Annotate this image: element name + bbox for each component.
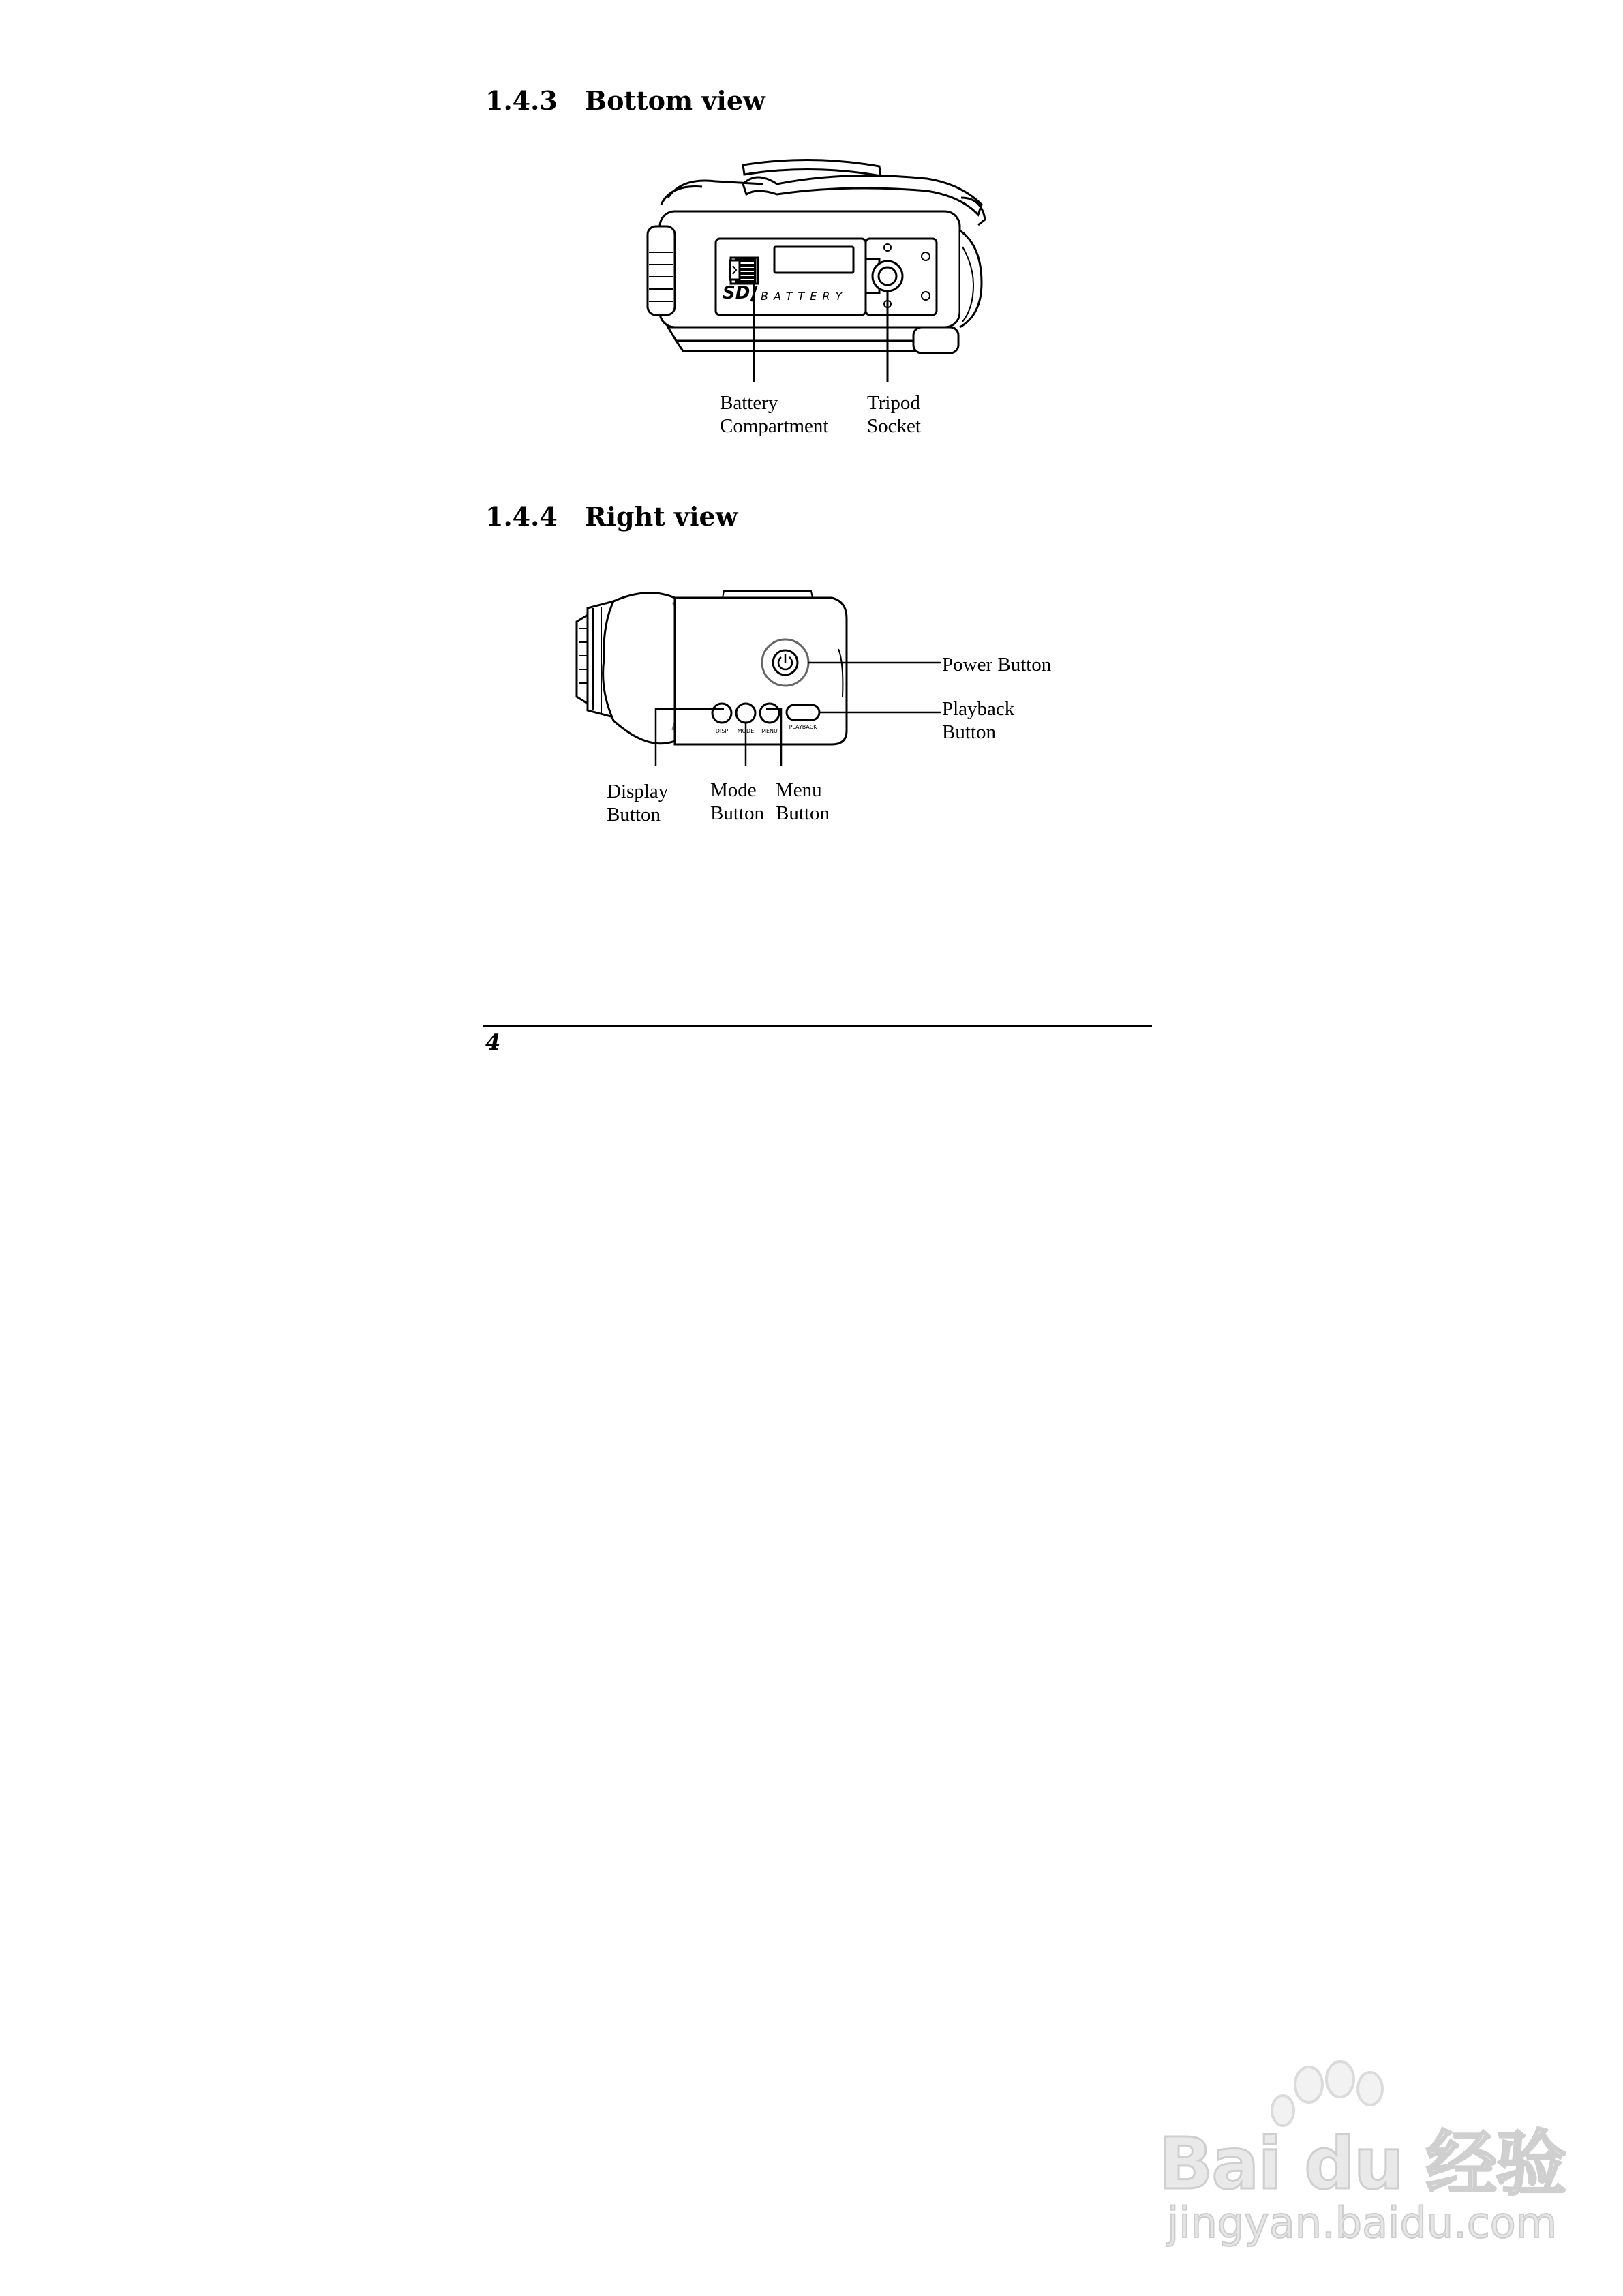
label-line: Playback bbox=[942, 698, 1015, 720]
menu-print: MENU bbox=[761, 728, 778, 734]
display-button-label bbox=[607, 780, 668, 826]
section-number: 1.4.3 bbox=[485, 85, 558, 116]
tripod-socket-label bbox=[867, 391, 921, 438]
watermark-brand: Bai du 经验 bbox=[1159, 2122, 1565, 2205]
label-line: Compartment bbox=[720, 415, 829, 437]
label-line: Button bbox=[607, 804, 661, 826]
camcorder-right-view-figure bbox=[573, 588, 954, 765]
sd-logo: SD bbox=[723, 283, 750, 303]
section-title: Right view bbox=[585, 501, 738, 532]
playback-print: PLAYBACK bbox=[789, 724, 817, 730]
playback-button-label bbox=[942, 697, 1014, 744]
label-line: Display bbox=[607, 781, 669, 802]
menu-button-label bbox=[776, 779, 830, 825]
label-line: Menu bbox=[776, 779, 822, 801]
section-number: 1.4.4 bbox=[485, 501, 558, 532]
section-heading-right-view bbox=[485, 501, 894, 535]
camcorder-bottom-view-figure bbox=[641, 157, 995, 389]
battery-compartment-label bbox=[720, 391, 828, 438]
label-line: Mode bbox=[710, 779, 757, 801]
section-title: Bottom view bbox=[585, 85, 765, 116]
label-line: Button bbox=[942, 721, 996, 743]
disp-print: DISP bbox=[715, 728, 729, 734]
label-line: Battery bbox=[720, 392, 778, 414]
footer-rule bbox=[483, 1025, 1152, 1027]
page-number: 4 bbox=[485, 1029, 501, 1055]
label-line: Button bbox=[710, 802, 764, 824]
battery-print: BATTERY bbox=[761, 290, 848, 303]
label-line: Button bbox=[776, 802, 830, 824]
section-heading-bottom-view bbox=[485, 85, 894, 119]
watermark-url: jingyan.baidu.com bbox=[1167, 2198, 1558, 2248]
label-line: Socket bbox=[867, 415, 921, 437]
mode-print: MODE bbox=[737, 728, 755, 734]
label-line: Tripod bbox=[867, 392, 920, 414]
mode-button-label bbox=[710, 779, 764, 825]
power-button-label: Power Button bbox=[942, 654, 1052, 676]
